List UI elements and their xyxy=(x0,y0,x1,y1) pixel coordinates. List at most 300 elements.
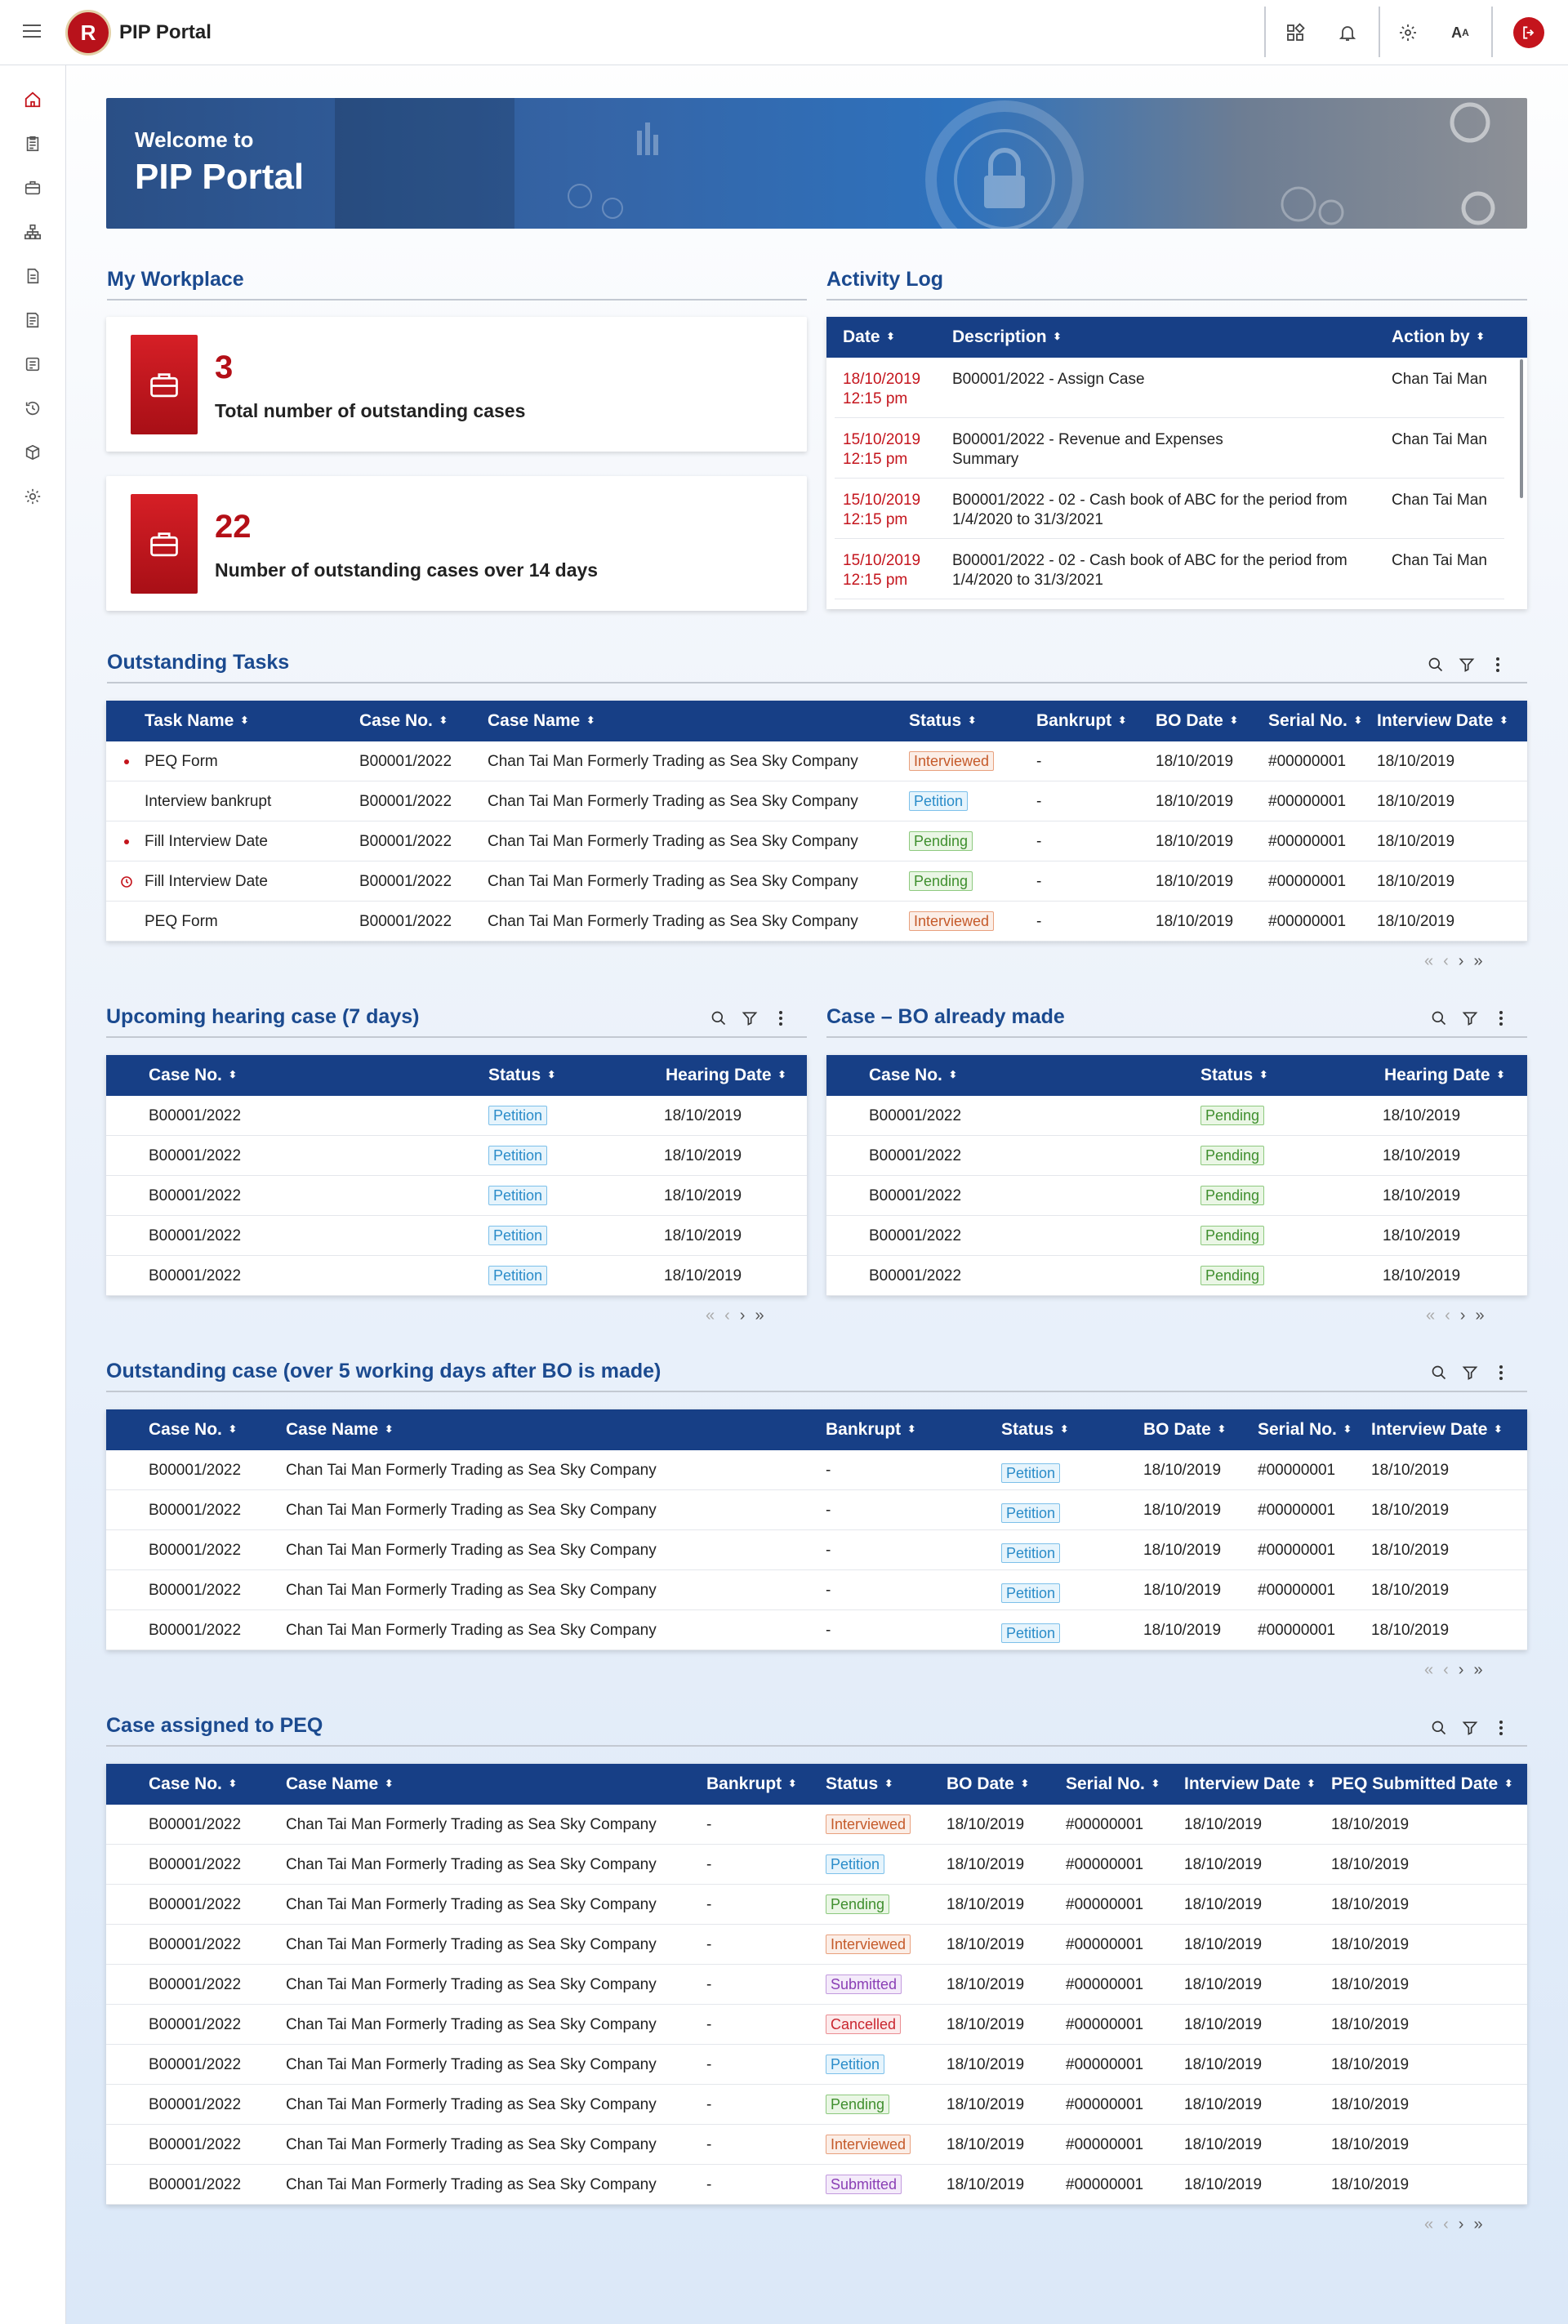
sort-icon[interactable]: ⬍ xyxy=(886,331,895,342)
status-badge: Pending xyxy=(909,871,973,891)
pager-first-button[interactable]: « xyxy=(1424,1661,1434,1679)
column-header[interactable] xyxy=(359,711,448,731)
column-header-label: Case No. xyxy=(359,711,433,730)
column-header-label: Case Name xyxy=(286,1420,379,1439)
table-cell: 18/10/2019 xyxy=(664,1107,742,1124)
table-cell: 18/10/2019 xyxy=(1184,2176,1263,2193)
case-row[interactable] xyxy=(106,1965,1527,2005)
case-row[interactable] xyxy=(826,1176,1527,1216)
table-cell: - xyxy=(706,1976,712,1993)
table-cell: - xyxy=(1036,793,1042,810)
table-cell: 15/10/2019 xyxy=(843,552,921,569)
search-icon[interactable] xyxy=(1429,1008,1449,1028)
table-cell: 18/10/2019 xyxy=(947,2176,1025,2193)
table-cell: 18/10/2019 xyxy=(1184,1936,1263,1953)
case-row[interactable] xyxy=(106,1490,1527,1530)
status-badge-cell xyxy=(909,791,968,811)
table-tools xyxy=(1429,1363,1511,1382)
table-cell: 18/10/2019 xyxy=(947,1936,1025,1953)
table-cell: B00001/2022 xyxy=(149,1147,242,1164)
table-cell: 18/10/2019 xyxy=(1156,753,1234,770)
column-header[interactable] xyxy=(488,711,595,731)
table-cell: #00000001 xyxy=(1268,753,1347,770)
status-badge: Pending xyxy=(826,2095,889,2114)
status-badge: Submitted xyxy=(826,2175,902,2194)
pager-next-button[interactable]: › xyxy=(739,1307,746,1325)
case-row[interactable] xyxy=(106,1845,1527,1885)
table-cell: #00000001 xyxy=(1258,1502,1336,1519)
pager-next-button[interactable]: › xyxy=(1458,1661,1464,1679)
form-icon[interactable] xyxy=(21,353,44,376)
table-cell: Chan Tai Man Formerly Trading as Sea Sky Company xyxy=(488,793,858,810)
table-cell: Chan Tai Man Formerly Trading as Sea Sky Company xyxy=(286,1622,657,1639)
status-badge-cell xyxy=(826,1975,902,1994)
status-badge: Interviewed xyxy=(826,1814,911,1834)
table-cell: 18/10/2019 xyxy=(1371,1462,1450,1479)
column-header[interactable] xyxy=(1384,1066,1505,1085)
column-header[interactable] xyxy=(909,711,976,731)
column-header-label: Case No. xyxy=(149,1774,222,1793)
table-cell: #00000001 xyxy=(1268,913,1347,930)
table-cell: Chan Tai Man Formerly Trading as Sea Sky Company xyxy=(488,753,858,770)
case-row[interactable] xyxy=(106,1805,1527,1845)
table-cell: Chan Tai Man Formerly Trading as Sea Sky Company xyxy=(286,1856,657,1873)
sort-icon[interactable]: ⬍ xyxy=(1053,331,1062,342)
banner-welcome: Welcome to xyxy=(135,127,254,152)
column-header[interactable] xyxy=(286,1774,393,1794)
table-cell: 18/10/2019 xyxy=(947,1856,1025,1873)
font-size-icon[interactable]: A A xyxy=(1451,24,1469,41)
briefcase-icon xyxy=(131,494,198,594)
table-cell: 18/10/2019 xyxy=(947,2136,1025,2153)
table-cell: #00000001 xyxy=(1066,1816,1144,1833)
scrollbar[interactable] xyxy=(1520,359,1523,498)
task-row[interactable] xyxy=(106,741,1527,781)
table-cell: 18/10/2019 xyxy=(1371,1622,1450,1639)
column-header-label: Interview Date xyxy=(1371,1420,1488,1439)
case-row[interactable] xyxy=(826,1136,1527,1176)
document-icon[interactable] xyxy=(21,265,44,287)
table-cell: #00000001 xyxy=(1258,1542,1336,1559)
package-icon[interactable] xyxy=(21,441,44,464)
column-header-label: Action by xyxy=(1392,327,1470,346)
column-header[interactable] xyxy=(826,1420,915,1440)
table-cell: 18/10/2019 xyxy=(1371,1542,1450,1559)
sort-icon[interactable]: ⬍ xyxy=(385,1423,394,1435)
sort-icon[interactable]: ⬍ xyxy=(240,715,249,726)
overdue-table xyxy=(106,1409,1527,1650)
task-row[interactable] xyxy=(106,821,1527,861)
sort-icon[interactable]: ⬍ xyxy=(1353,715,1362,726)
status-badge: Petition xyxy=(1001,1623,1060,1643)
column-header[interactable] xyxy=(706,1774,796,1794)
filter-icon[interactable] xyxy=(1460,1008,1480,1028)
pager-last-button[interactable]: » xyxy=(755,1307,764,1325)
sort-icon[interactable]: ⬍ xyxy=(1151,1778,1160,1789)
table-cell: B00001/2022 xyxy=(869,1107,962,1124)
column-header[interactable] xyxy=(1200,1066,1267,1085)
pager-next-button[interactable]: › xyxy=(1459,1307,1466,1325)
case-row[interactable] xyxy=(106,1530,1527,1570)
table-cell: Chan Tai Man Formerly Trading as Sea Sky Company xyxy=(286,1936,657,1953)
sort-icon[interactable]: ⬍ xyxy=(586,715,595,726)
column-header[interactable] xyxy=(869,1066,957,1085)
peq-title: Case assigned to PEQ xyxy=(106,1714,323,1737)
case-row[interactable] xyxy=(106,1570,1527,1610)
table-cell: 18/10/2019 xyxy=(1143,1462,1222,1479)
status-badge-cell xyxy=(488,1106,547,1125)
table-cell: Chan Tai Man Formerly Trading as Sea Sky Company xyxy=(286,2136,657,2153)
history-icon[interactable] xyxy=(21,397,44,420)
table-cell: B00001/2022 xyxy=(149,1107,242,1124)
table-cell: - xyxy=(1036,753,1042,770)
table-cell: Fill Interview Date xyxy=(145,873,268,890)
gear-icon[interactable] xyxy=(1395,20,1421,46)
status-badge-cell xyxy=(1200,1106,1264,1125)
status-badge: Interviewed xyxy=(826,2135,911,2154)
pager-last-button[interactable]: » xyxy=(1473,2215,1483,2233)
table-cell: 12:15 pm xyxy=(843,572,908,589)
column-header[interactable] xyxy=(149,1774,237,1794)
column-header-label: Hearing Date xyxy=(1384,1066,1490,1084)
table-cell: B00001/2022 xyxy=(359,793,452,810)
unread-dot xyxy=(124,839,129,844)
column-header-label: Serial No. xyxy=(1268,711,1348,730)
sort-icon[interactable]: ⬍ xyxy=(1496,1069,1505,1080)
pager-prev-button[interactable]: ‹ xyxy=(1443,2215,1449,2233)
sort-icon[interactable]: ⬍ xyxy=(1217,1423,1226,1435)
sort-icon[interactable]: ⬍ xyxy=(1229,715,1238,726)
table-cell: 18/10/2019 xyxy=(1371,1502,1450,1519)
column-header[interactable] xyxy=(1377,711,1508,731)
status-badge-cell xyxy=(1001,1543,1060,1563)
status-badge: Pending xyxy=(1200,1186,1264,1205)
sort-icon[interactable]: ⬍ xyxy=(1020,1778,1029,1789)
column-header[interactable] xyxy=(1258,1420,1352,1440)
column-header-label: PEQ Submitted Date xyxy=(1331,1774,1499,1793)
case-row[interactable] xyxy=(106,1885,1527,1925)
table-cell: - xyxy=(1036,873,1042,890)
task-row[interactable] xyxy=(106,861,1527,902)
logout-icon[interactable] xyxy=(1513,17,1544,48)
top-bar xyxy=(0,0,1568,65)
section-divider xyxy=(107,299,807,301)
column-header[interactable] xyxy=(1036,711,1126,731)
section-divider xyxy=(106,1036,807,1038)
table-cell: - xyxy=(706,2016,712,2033)
app-title: PIP Portal xyxy=(119,21,212,43)
status-badge-cell xyxy=(909,751,994,771)
case-row[interactable] xyxy=(106,1216,807,1256)
search-icon[interactable] xyxy=(1426,655,1446,674)
table-cell: 18/10/2019 xyxy=(1331,1936,1410,1953)
sort-icon[interactable]: ⬍ xyxy=(385,1778,394,1789)
column-header[interactable] xyxy=(843,327,895,347)
table-cell: #00000001 xyxy=(1066,2096,1144,2113)
toolbar-divider xyxy=(1379,7,1380,57)
table-cell: 18/10/2019 xyxy=(1331,1816,1410,1833)
status-badge: Pending xyxy=(1200,1146,1264,1165)
more-icon[interactable] xyxy=(1488,655,1508,674)
case-row[interactable] xyxy=(106,2005,1527,2045)
table-cell: Chan Tai Man Formerly Trading as Sea Sky Company xyxy=(488,873,858,890)
case-row[interactable] xyxy=(106,2125,1527,2165)
status-badge-cell xyxy=(1200,1266,1264,1285)
sort-icon[interactable]: ⬍ xyxy=(968,715,977,726)
column-header-label: Status xyxy=(488,1066,541,1084)
pager-first-button[interactable]: « xyxy=(1424,2215,1434,2233)
case-row[interactable] xyxy=(106,1176,807,1216)
column-header[interactable] xyxy=(149,1066,237,1085)
activity-row[interactable] xyxy=(835,479,1504,539)
table-cell: #00000001 xyxy=(1268,793,1347,810)
sort-icon[interactable]: ⬍ xyxy=(948,1069,957,1080)
status-badge-cell xyxy=(826,2175,902,2194)
column-header-label: Interview Date xyxy=(1377,711,1494,730)
column-header-label: Status xyxy=(826,1774,879,1793)
status-badge: Petition xyxy=(826,1854,884,1874)
sort-icon[interactable]: ⬍ xyxy=(1060,1423,1069,1435)
status-badge: Petition xyxy=(909,791,968,811)
table-cell: 18/10/2019 xyxy=(1331,1856,1410,1873)
table-cell: Chan Tai Man Formerly Trading as Sea Sky Company xyxy=(286,2016,657,2033)
status-badge-cell xyxy=(826,2015,901,2034)
sort-icon[interactable]: ⬍ xyxy=(1343,1423,1352,1435)
table-cell: 18/10/2019 xyxy=(1184,2096,1263,2113)
column-header[interactable] xyxy=(1371,1420,1502,1440)
workplace-title: My Workplace xyxy=(107,268,244,291)
case-row[interactable] xyxy=(106,1925,1527,1965)
sort-icon[interactable]: ⬍ xyxy=(1118,715,1127,726)
table-cell: Chan Tai Man xyxy=(1392,552,1487,569)
column-header[interactable] xyxy=(826,1774,893,1794)
sort-icon[interactable]: ⬍ xyxy=(228,1423,237,1435)
filter-icon[interactable] xyxy=(1460,1363,1480,1382)
table-cell: 18/10/2019 xyxy=(1383,1107,1461,1124)
outstanding-tasks-table xyxy=(106,701,1527,942)
case-row[interactable] xyxy=(106,2165,1527,2205)
table-cell: B00001/2022 xyxy=(869,1147,962,1164)
filter-icon[interactable] xyxy=(1457,655,1477,674)
table-cell: B00001/2022 - Assign Case xyxy=(952,371,1145,388)
column-header[interactable] xyxy=(488,1066,555,1085)
pager-next-button[interactable]: › xyxy=(1458,952,1464,970)
search-icon[interactable] xyxy=(709,1008,728,1028)
activity-row[interactable] xyxy=(835,418,1504,479)
case-row[interactable] xyxy=(106,1096,807,1136)
table-cell: B00001/2022 xyxy=(149,1502,242,1519)
more-icon[interactable] xyxy=(1491,1363,1511,1382)
case-row[interactable] xyxy=(106,2045,1527,2085)
unread-dot xyxy=(124,759,129,764)
table-cell: 18/10/2019 xyxy=(664,1147,742,1164)
table-cell: 18/10/2019 xyxy=(1156,793,1234,810)
case-row[interactable] xyxy=(106,2085,1527,2125)
table-cell: 12:15 pm xyxy=(843,511,908,528)
table-cell: 18/10/2019 xyxy=(1143,1502,1222,1519)
column-header[interactable] xyxy=(666,1066,786,1085)
sort-icon[interactable]: ⬍ xyxy=(1494,1423,1503,1435)
table-cell: 18/10/2019 xyxy=(1331,2016,1410,2033)
status-badge: Pending xyxy=(909,831,973,851)
stat-card-outstanding[interactable] xyxy=(106,317,807,452)
column-header[interactable] xyxy=(1392,327,1485,347)
table-cell: 18/10/2019 xyxy=(1383,1187,1461,1204)
menu-icon[interactable] xyxy=(23,24,41,42)
column-header[interactable] xyxy=(1066,1774,1160,1794)
table-cell: 18/10/2019 xyxy=(947,1976,1025,1993)
toolbar-divider xyxy=(1491,7,1493,57)
table-cell: Chan Tai Man Formerly Trading as Sea Sky Company xyxy=(488,913,858,930)
pager-first-button[interactable]: « xyxy=(1426,1307,1436,1325)
bell-icon[interactable] xyxy=(1334,20,1361,46)
org-chart-icon[interactable] xyxy=(21,220,44,243)
sort-icon[interactable]: ⬍ xyxy=(228,1069,237,1080)
column-header[interactable] xyxy=(1001,1420,1068,1440)
table-cell: B00001/2022 xyxy=(359,833,452,850)
case-row[interactable] xyxy=(106,1610,1527,1650)
sort-icon[interactable]: ⬍ xyxy=(1259,1069,1268,1080)
settings-icon[interactable] xyxy=(21,485,44,508)
status-badge: Petition xyxy=(1001,1503,1060,1523)
table-cell: 1/4/2020 to 31/3/2021 xyxy=(952,511,1103,528)
pager-prev-button[interactable]: ‹ xyxy=(1445,1307,1450,1325)
column-header[interactable] xyxy=(1331,1774,1512,1794)
home-icon[interactable] xyxy=(21,88,44,111)
pager-first-button[interactable]: « xyxy=(1424,952,1434,970)
column-header-label: Date xyxy=(843,327,880,346)
briefcase-icon xyxy=(131,335,198,434)
table-cell: B00001/2022 xyxy=(149,1542,242,1559)
table-header xyxy=(106,1055,807,1096)
sort-icon[interactable]: ⬍ xyxy=(1476,331,1485,342)
sort-icon[interactable]: ⬍ xyxy=(1504,1778,1513,1789)
table-cell: #00000001 xyxy=(1268,833,1347,850)
table-cell: 18/10/2019 xyxy=(1377,873,1455,890)
table-cell: B00001/2022 - Revenue and Expenses xyxy=(952,431,1223,448)
table-cell: B00001/2022 xyxy=(149,2176,242,2193)
case-row[interactable] xyxy=(106,1256,807,1296)
table-cell: 18/10/2019 xyxy=(947,1816,1025,1833)
column-header-label: Bankrupt xyxy=(706,1774,782,1793)
status-badge-cell xyxy=(909,911,994,931)
pager-first-button[interactable]: « xyxy=(706,1307,715,1325)
sort-icon[interactable]: ⬍ xyxy=(228,1778,237,1789)
pager-last-button[interactable]: » xyxy=(1475,1307,1485,1325)
table-cell: 18/10/2019 xyxy=(1184,2016,1263,2033)
stat-value: 3 xyxy=(215,349,234,385)
filter-icon[interactable] xyxy=(740,1008,760,1028)
case-row[interactable] xyxy=(826,1256,1527,1296)
welcome-banner xyxy=(106,98,1527,229)
column-header-label: Status xyxy=(1001,1420,1054,1439)
sort-icon[interactable]: ⬍ xyxy=(1499,715,1508,726)
column-header[interactable] xyxy=(1184,1774,1315,1794)
table-cell: - xyxy=(826,1502,831,1519)
clipboard-icon[interactable] xyxy=(21,132,44,155)
table-cell: - xyxy=(706,2176,712,2193)
table-cell: Chan Tai Man Formerly Trading as Sea Sky Company xyxy=(286,1542,657,1559)
task-row[interactable] xyxy=(106,781,1527,821)
column-header[interactable] xyxy=(149,1420,237,1440)
case-row[interactable] xyxy=(106,1136,807,1176)
pager-last-button[interactable]: » xyxy=(1473,952,1483,970)
sort-icon[interactable]: ⬍ xyxy=(439,715,448,726)
pager-prev-button[interactable]: ‹ xyxy=(1443,952,1449,970)
table-cell: 18/10/2019 xyxy=(1377,913,1455,930)
sort-icon[interactable]: ⬍ xyxy=(788,1778,797,1789)
sort-icon[interactable]: ⬍ xyxy=(1307,1778,1316,1789)
status-badge: Petition xyxy=(1001,1583,1060,1603)
table-cell: B00001/2022 xyxy=(149,2056,242,2073)
table-cell: - xyxy=(1036,833,1042,850)
table-cell: B00001/2022 xyxy=(149,1896,242,1913)
column-header[interactable] xyxy=(1268,711,1362,731)
column-header[interactable] xyxy=(145,711,248,731)
table-cell: Chan Tai Man Formerly Trading as Sea Sky Company xyxy=(286,2176,657,2193)
table-cell: 12:15 pm xyxy=(843,390,908,407)
table-cell: B00001/2022 xyxy=(149,1582,242,1599)
more-icon[interactable] xyxy=(1491,1008,1511,1028)
table-cell: Chan Tai Man xyxy=(1392,492,1487,509)
more-icon[interactable] xyxy=(771,1008,791,1028)
pager-next-button[interactable]: › xyxy=(1458,2215,1464,2233)
column-header-label: Case No. xyxy=(869,1066,942,1084)
sort-icon[interactable]: ⬍ xyxy=(547,1069,556,1080)
status-badge-cell xyxy=(826,2095,889,2114)
table-cell: B00001/2022 xyxy=(869,1227,962,1244)
activity-row[interactable] xyxy=(835,358,1504,418)
case-row[interactable] xyxy=(826,1096,1527,1136)
status-badge: Interviewed xyxy=(826,1934,911,1954)
column-header[interactable] xyxy=(1143,1420,1226,1440)
pager-prev-button[interactable]: ‹ xyxy=(724,1307,730,1325)
table-cell: 18/10/2019 xyxy=(1143,1582,1222,1599)
filter-icon[interactable] xyxy=(1460,1718,1480,1738)
sort-icon[interactable]: ⬍ xyxy=(907,1423,916,1435)
activity-title: Activity Log xyxy=(826,268,944,291)
table-cell: - xyxy=(706,1896,712,1913)
pager-last-button[interactable]: » xyxy=(1473,1661,1483,1679)
activity-row[interactable] xyxy=(835,539,1504,599)
table-cell: - xyxy=(706,1936,712,1953)
sort-icon[interactable]: ⬍ xyxy=(777,1069,786,1080)
table-cell: Chan Tai Man Formerly Trading as Sea Sky Company xyxy=(286,2096,657,2113)
table-cell: 15/10/2019 xyxy=(843,492,921,509)
column-header[interactable] xyxy=(1156,711,1238,731)
table-cell: B00001/2022 - 02 - Cash book of ABC for the period from xyxy=(952,492,1348,509)
column-header[interactable] xyxy=(947,1774,1029,1794)
pager-prev-button[interactable]: ‹ xyxy=(1443,1661,1449,1679)
search-icon[interactable] xyxy=(1429,1718,1449,1738)
pagination xyxy=(1424,952,1483,971)
report-icon[interactable] xyxy=(21,309,44,332)
briefcase-icon[interactable] xyxy=(21,176,44,199)
column-header[interactable] xyxy=(952,327,1062,347)
sort-icon[interactable]: ⬍ xyxy=(884,1778,893,1789)
search-icon[interactable] xyxy=(1429,1363,1449,1382)
stat-card-over-14-days[interactable] xyxy=(106,476,807,611)
more-icon[interactable] xyxy=(1491,1718,1511,1738)
apps-icon[interactable] xyxy=(1282,20,1308,46)
table-cell: - xyxy=(706,2136,712,2153)
case-row[interactable] xyxy=(826,1216,1527,1256)
table-cell: B00001/2022 xyxy=(869,1267,962,1284)
column-header[interactable] xyxy=(286,1420,393,1440)
task-row[interactable] xyxy=(106,902,1527,942)
table-cell: Chan Tai Man xyxy=(1392,431,1487,448)
case-row[interactable] xyxy=(106,1450,1527,1490)
